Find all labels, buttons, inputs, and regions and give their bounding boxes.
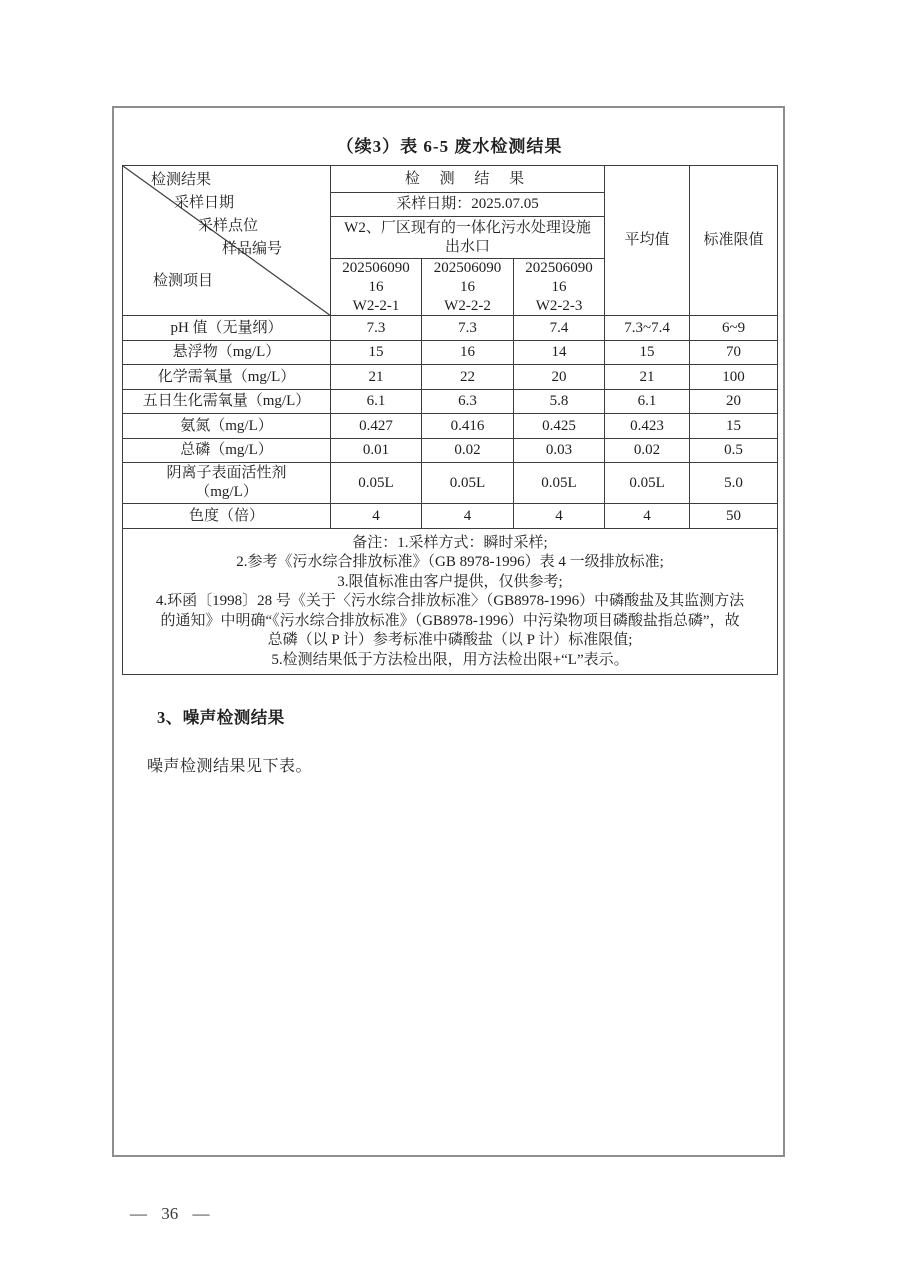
header-sampling-date: 采样日期：2025.07.05 <box>331 193 605 217</box>
table-title: （续3）表 6-5 废水检测结果 <box>336 137 563 156</box>
note-line: 5.检测结果低于方法检出限，用方法检出限+“L”表示。 <box>271 651 629 668</box>
item-label: 色度（倍） <box>188 507 264 524</box>
notes-row <box>123 529 778 675</box>
sample-id-line: 16 <box>460 278 475 295</box>
note-line: 3.限值标准由客户提供，仅供参考; <box>337 573 563 590</box>
value-cell: 15 <box>331 341 422 365</box>
note-line: 2.参考《污水综合排放标准》（GB 8978-1996）表 4 一级排放标准; <box>236 554 664 570</box>
value-cell: 0.05L <box>422 463 514 504</box>
item-cell <box>123 316 331 341</box>
value-cell: 16 <box>422 341 514 365</box>
sample-id-3 <box>514 259 605 316</box>
section-heading: 3、噪声检测结果 <box>157 708 285 727</box>
corner-label-date: 采样日期 <box>174 195 235 211</box>
sample-id-1 <box>331 259 422 316</box>
average-cell: 6.1 <box>605 390 690 414</box>
table-row-nh3n <box>123 414 778 439</box>
note-line: 4.环函〔1998〕28 号《关于〈污水综合排放标准〉（GB8978-1996）中磷酸盐及其监测方法 <box>155 593 745 609</box>
value-cell: 14 <box>514 341 605 365</box>
limit-cell: 15 <box>690 414 778 439</box>
item-cell <box>123 414 331 439</box>
average-cell: 0.05L <box>605 463 690 504</box>
item-label: 悬浮物（mg/L） <box>172 344 281 361</box>
item-cell <box>123 341 331 365</box>
limit-cell: 50 <box>690 504 778 529</box>
item-label: 化学需氧量（mg/L） <box>157 368 296 385</box>
value-cell: 21 <box>331 365 422 390</box>
average-cell: 4 <box>605 504 690 529</box>
value-cell: 0.02 <box>422 439 514 463</box>
value-cell: 0.01 <box>331 439 422 463</box>
note-line: 总磷（以 P 计）参考标准中磷酸盐（以 P 计）标准限值; <box>267 632 633 648</box>
average-cell: 7.3~7.4 <box>605 316 690 341</box>
sample-id-line: 202506090 <box>433 260 502 276</box>
item-label: 氨氮（mg/L） <box>180 417 273 434</box>
table-row-chroma <box>123 504 778 529</box>
value-cell: 0.03 <box>514 439 605 463</box>
item-cell <box>123 463 331 504</box>
sample-code: W2-2-3 <box>535 297 583 314</box>
value-cell: 5.8 <box>514 390 605 414</box>
value-cell: 22 <box>422 365 514 390</box>
value-cell: 20 <box>514 365 605 390</box>
sample-id-line: 16 <box>551 278 567 295</box>
sample-id-2 <box>422 259 514 316</box>
item-label-line2: （mg/L） <box>195 484 258 501</box>
item-label: 总磷（mg/L） <box>180 442 273 459</box>
sample-id-line: 202506090 <box>342 260 410 276</box>
corner-label-item: 检测项目 <box>153 273 214 289</box>
sample-id-line: 202506090 <box>525 260 593 276</box>
corner-label-sample: 样品编号 <box>222 241 283 257</box>
corner-cell <box>123 166 331 316</box>
average-cell: 0.423 <box>605 414 690 439</box>
limit-cell: 100 <box>690 365 778 390</box>
limit-cell: 20 <box>690 390 778 414</box>
item-label: 阴离子表面活性剂 <box>166 465 287 482</box>
value-cell: 4 <box>331 504 422 529</box>
header-average: 平均值 <box>605 166 690 316</box>
value-cell: 6.1 <box>331 390 422 414</box>
header-results-group: 检 测 结 果 <box>331 166 605 193</box>
header-limit: 标准限值 <box>690 166 778 316</box>
header-sampling-point <box>331 217 605 259</box>
item-cell <box>123 439 331 463</box>
sample-id-line: 16 <box>368 278 384 295</box>
table-row-cod <box>123 365 778 390</box>
item-cell <box>123 365 331 390</box>
table-row-tp <box>123 439 778 463</box>
value-cell: 7.3 <box>331 316 422 341</box>
value-cell: 0.05L <box>514 463 605 504</box>
average-cell: 15 <box>605 341 690 365</box>
wastewater-results-table <box>122 165 778 675</box>
page-number: — 36 — <box>130 1204 210 1223</box>
value-cell: 6.3 <box>422 390 514 414</box>
value-cell: 0.416 <box>422 414 514 439</box>
value-cell: 4 <box>422 504 514 529</box>
header-row-1 <box>123 166 778 193</box>
sampling-point-line2: 出水口 <box>445 238 491 255</box>
item-label: pH 值（无量纲） <box>170 319 283 336</box>
value-cell: 7.3 <box>422 316 514 341</box>
value-cell: 0.427 <box>331 414 422 439</box>
note-line: 的通知》中明确“《污水综合排放标准》（GB8978-1996）中污染物项目磷酸盐指总磷”，故 <box>160 612 740 629</box>
value-cell: 0.425 <box>514 414 605 439</box>
sampling-point-line1: W2、厂区现有的一体化污水处理设施 <box>344 219 591 236</box>
value-cell: 0.05L <box>331 463 422 504</box>
item-label: 五日生化需氧量（mg/L） <box>142 393 311 410</box>
limit-cell: 0.5 <box>690 439 778 463</box>
item-cell <box>123 504 331 529</box>
table-row-bod5 <box>123 390 778 414</box>
limit-cell: 6~9 <box>690 316 778 341</box>
sample-code: W2-2-1 <box>352 297 400 314</box>
value-cell: 7.4 <box>514 316 605 341</box>
item-cell <box>123 390 331 414</box>
corner-label-point: 采样点位 <box>198 218 259 234</box>
table-row-ss <box>123 341 778 365</box>
average-cell: 21 <box>605 365 690 390</box>
table-row-ph <box>123 316 778 341</box>
notes-cell <box>123 529 778 675</box>
section-paragraph: 噪声检测结果见下表。 <box>147 758 313 775</box>
average-cell: 0.02 <box>605 439 690 463</box>
limit-cell: 5.0 <box>690 463 778 504</box>
note-line: 备注：1.采样方式：瞬时采样; <box>352 534 548 551</box>
value-cell: 4 <box>514 504 605 529</box>
table-row-anionic-surfactant <box>123 463 778 504</box>
sample-code: W2-2-2 <box>444 297 491 314</box>
limit-cell: 70 <box>690 341 778 365</box>
corner-label-result: 检测结果 <box>151 172 212 188</box>
